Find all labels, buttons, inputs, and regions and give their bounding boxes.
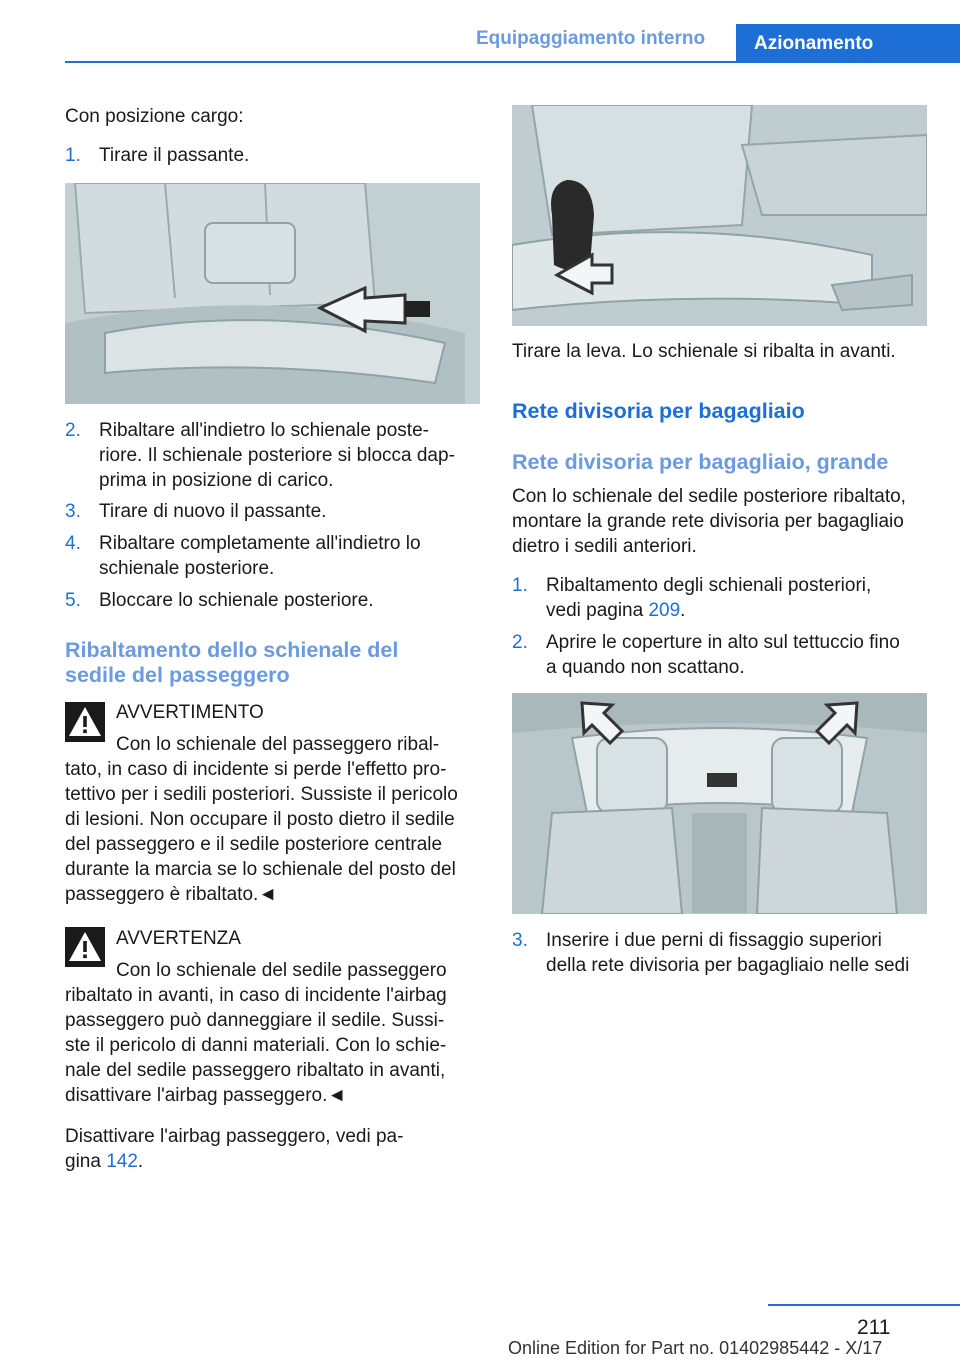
- step-text: Tirare di nuovo il passante.: [99, 501, 327, 522]
- page-number: 211: [857, 1316, 891, 1339]
- step-number: 3.: [65, 501, 81, 522]
- warning-text: di lesioni. Non occupare il posto dietro il sedile: [65, 809, 455, 830]
- subsection-heading: Rete divisoria per bagagliaio, grande: [512, 450, 889, 474]
- edition-text: Online Edition for Part no. 01402985442 - X/17: [508, 1338, 883, 1358]
- warning-text: nale del sedile passeggero ribaltato in avanti,: [65, 1060, 446, 1081]
- warning-text: Con lo schienale del sedile passeggero: [116, 960, 447, 981]
- step-text: Ribaltare completamente all'indietro lo: [99, 533, 421, 554]
- rear-seat-illustration: [65, 183, 480, 404]
- outro-text: gina 142.: [65, 1151, 144, 1172]
- step-text: Aprire le coperture in alto sul tettuccio fino: [546, 632, 900, 653]
- paragraph-text: Con lo schienale del sedile posteriore ribaltato,: [512, 486, 906, 507]
- step-text: Ribaltamento degli schienali posteriori,: [546, 575, 872, 596]
- warning-text: disattivare l'airbag passeggero.◄: [65, 1085, 347, 1106]
- warning-text: passeggero è ribaltato.◄: [65, 884, 278, 905]
- warning-text: durante la marcia se lo schienale del posto del: [65, 859, 456, 880]
- section-heading: Rete divisoria per bagagliaio: [512, 399, 805, 423]
- figure-cabin-roof: [512, 693, 927, 914]
- warning-title: AVVERTIMENTO: [116, 702, 264, 723]
- warning-text: ste il pericolo di danni materiali. Con lo schie‐: [65, 1035, 447, 1056]
- step-number: 3.: [512, 930, 528, 951]
- step-text: Bloccare lo schienale posteriore.: [99, 590, 374, 611]
- section-heading: sedile del passeggero: [65, 663, 290, 687]
- header-rule: [65, 61, 960, 63]
- step-text: riore. Il schienale posteriore si blocca dap‐: [99, 445, 455, 466]
- step-text: della rete divisoria per bagagliaio nelle sedi: [546, 955, 910, 976]
- warning-icon: [65, 927, 105, 967]
- step-text: schienale posteriore.: [99, 558, 275, 579]
- cabin-illustration: [512, 693, 927, 914]
- page-link-209[interactable]: 209: [648, 600, 681, 621]
- paragraph-text: dietro i sedili anteriori.: [512, 536, 697, 557]
- section-heading: Ribaltamento dello schienale del: [65, 638, 399, 662]
- warning-icon: [65, 702, 105, 742]
- step-text: a quando non scattano.: [546, 657, 745, 678]
- step-number: 2.: [512, 632, 528, 653]
- figure-seat-lever: [512, 105, 927, 326]
- figure-caption: Tirare la leva. Lo schienale si ribalta in avanti.: [512, 341, 896, 362]
- warning-title: AVVERTENZA: [116, 928, 241, 949]
- step-text: Inserire i due perni di fissaggio superiori: [546, 930, 882, 951]
- intro-text: Con posizione cargo:: [65, 106, 244, 127]
- step-text: vedi pagina 209.: [546, 600, 686, 621]
- seat-lever-illustration: [512, 105, 927, 326]
- step-number: 1.: [512, 575, 528, 596]
- step-text: Tirare il passante.: [99, 145, 250, 166]
- warning-text: tato, in caso di incidente si perde l'effetto pro‐: [65, 759, 447, 780]
- page-link-142[interactable]: 142: [106, 1151, 138, 1172]
- step-number: 2.: [65, 420, 81, 441]
- step-number: 5.: [65, 590, 81, 611]
- warning-text: Con lo schienale del passeggero ribal‐: [116, 734, 440, 755]
- step-number: 1.: [65, 145, 81, 166]
- warning-text: passeggero può danneggiare il sedile. Sussi‐: [65, 1010, 445, 1031]
- figure-rear-seat: [65, 183, 480, 404]
- paragraph-text: montare la grande rete divisoria per bagagliaio: [512, 511, 904, 532]
- warning-text: tettivo per i sedili posteriori. Sussiste il pericolo: [65, 784, 458, 805]
- step-text: Ribaltare all'indietro lo schienale poste‐: [99, 420, 429, 441]
- outro-text: Disattivare l'airbag passeggero, vedi pa‐: [65, 1126, 404, 1147]
- step-text: prima in posizione di carico.: [99, 470, 334, 491]
- running-header-tab: Azionamento: [736, 24, 960, 63]
- running-header-section: Equipaggiamento interno: [476, 28, 706, 49]
- warning-text: ribaltato in avanti, in caso di incidente l'airbag: [65, 985, 447, 1006]
- footer-rule: [768, 1304, 960, 1306]
- step-number: 4.: [65, 533, 81, 554]
- warning-text: del passeggero e il sedile posteriore centrale: [65, 834, 443, 855]
